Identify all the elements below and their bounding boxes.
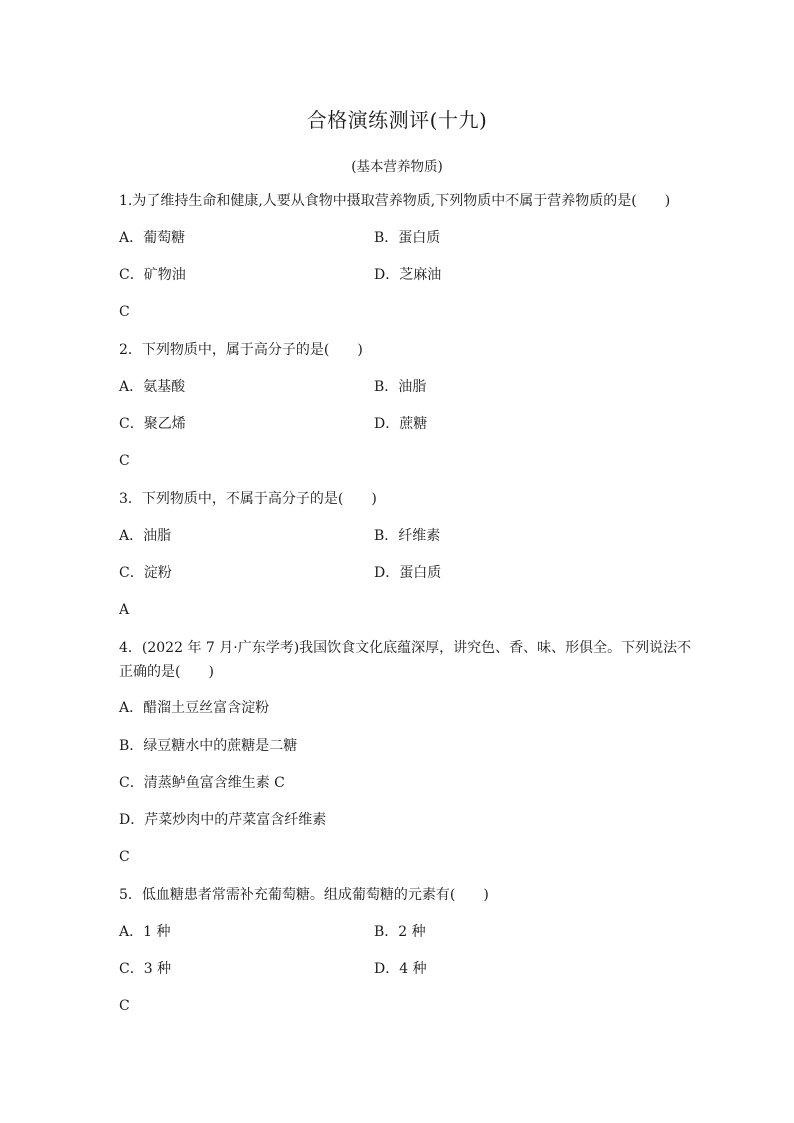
question-5-option-b: B．2 种 (374, 924, 426, 940)
question-4-stem-line-1: 4．(2022 年 7 月·广东学考)我国饮食文化底蕴深厚，讲究色、香、味、形俱全。下列说法不 (119, 640, 692, 656)
question-3-option-a: A．油脂 (119, 528, 172, 544)
question-1-option-b: B．蛋白质 (374, 230, 441, 246)
question-4-option-a: A．醋溜土豆丝富含淀粉 (119, 700, 270, 716)
question-5-stem: 5．低血糖患者常需补充葡萄糖。组成葡萄糖的元素有( ) (119, 887, 489, 903)
question-3-option-d: D．蛋白质 (374, 565, 442, 581)
question-5-option-c: C．3 种 (119, 961, 172, 977)
question-4-option-c: C．清蒸鲈鱼富含维生素 C (119, 775, 285, 791)
page-title: 合格演练测评(十九) (306, 108, 488, 132)
question-3-option-b: B．纤维素 (374, 528, 441, 544)
question-1-stem: 1.为了维持生命和健康,人要从食物中摄取营养物质,下列物质中不属于营养物质的是( ) (119, 193, 671, 209)
page-subtitle: (基本营养物质) (351, 159, 443, 175)
question-4-option-d: D．芹菜炒肉中的芹菜富含纤维素 (119, 812, 327, 828)
question-2-stem: 2．下列物质中，属于高分子的是( ) (119, 342, 363, 358)
question-2-option-d: D．蔗糖 (374, 416, 428, 432)
question-1-answer: C (119, 304, 130, 320)
question-1-option-c: C．矿物油 (119, 267, 186, 283)
question-1-option-d: D．芝麻油 (374, 267, 442, 283)
question-4-option-b: B．绿豆糖水中的蔗糖是二糖 (119, 738, 298, 754)
question-2-option-c: C．聚乙烯 (119, 416, 186, 432)
question-5-option-d: D．4 种 (374, 961, 427, 977)
question-1-option-a: A．葡萄糖 (119, 230, 186, 246)
question-2-option-b: B．油脂 (374, 379, 427, 395)
question-2-answer: C (119, 453, 130, 469)
question-5-answer: C (119, 998, 130, 1014)
question-4-answer: C (119, 849, 130, 865)
question-2-option-a: A．氨基酸 (119, 379, 186, 395)
question-5-option-a: A．1 种 (119, 924, 171, 940)
question-3-answer: A (119, 602, 130, 618)
question-3-option-c: C．淀粉 (119, 565, 172, 581)
question-3-stem: 3．下列物质中，不属于高分子的是( ) (119, 491, 377, 507)
question-4-stem-line-2: 正确的是( ) (119, 664, 214, 680)
